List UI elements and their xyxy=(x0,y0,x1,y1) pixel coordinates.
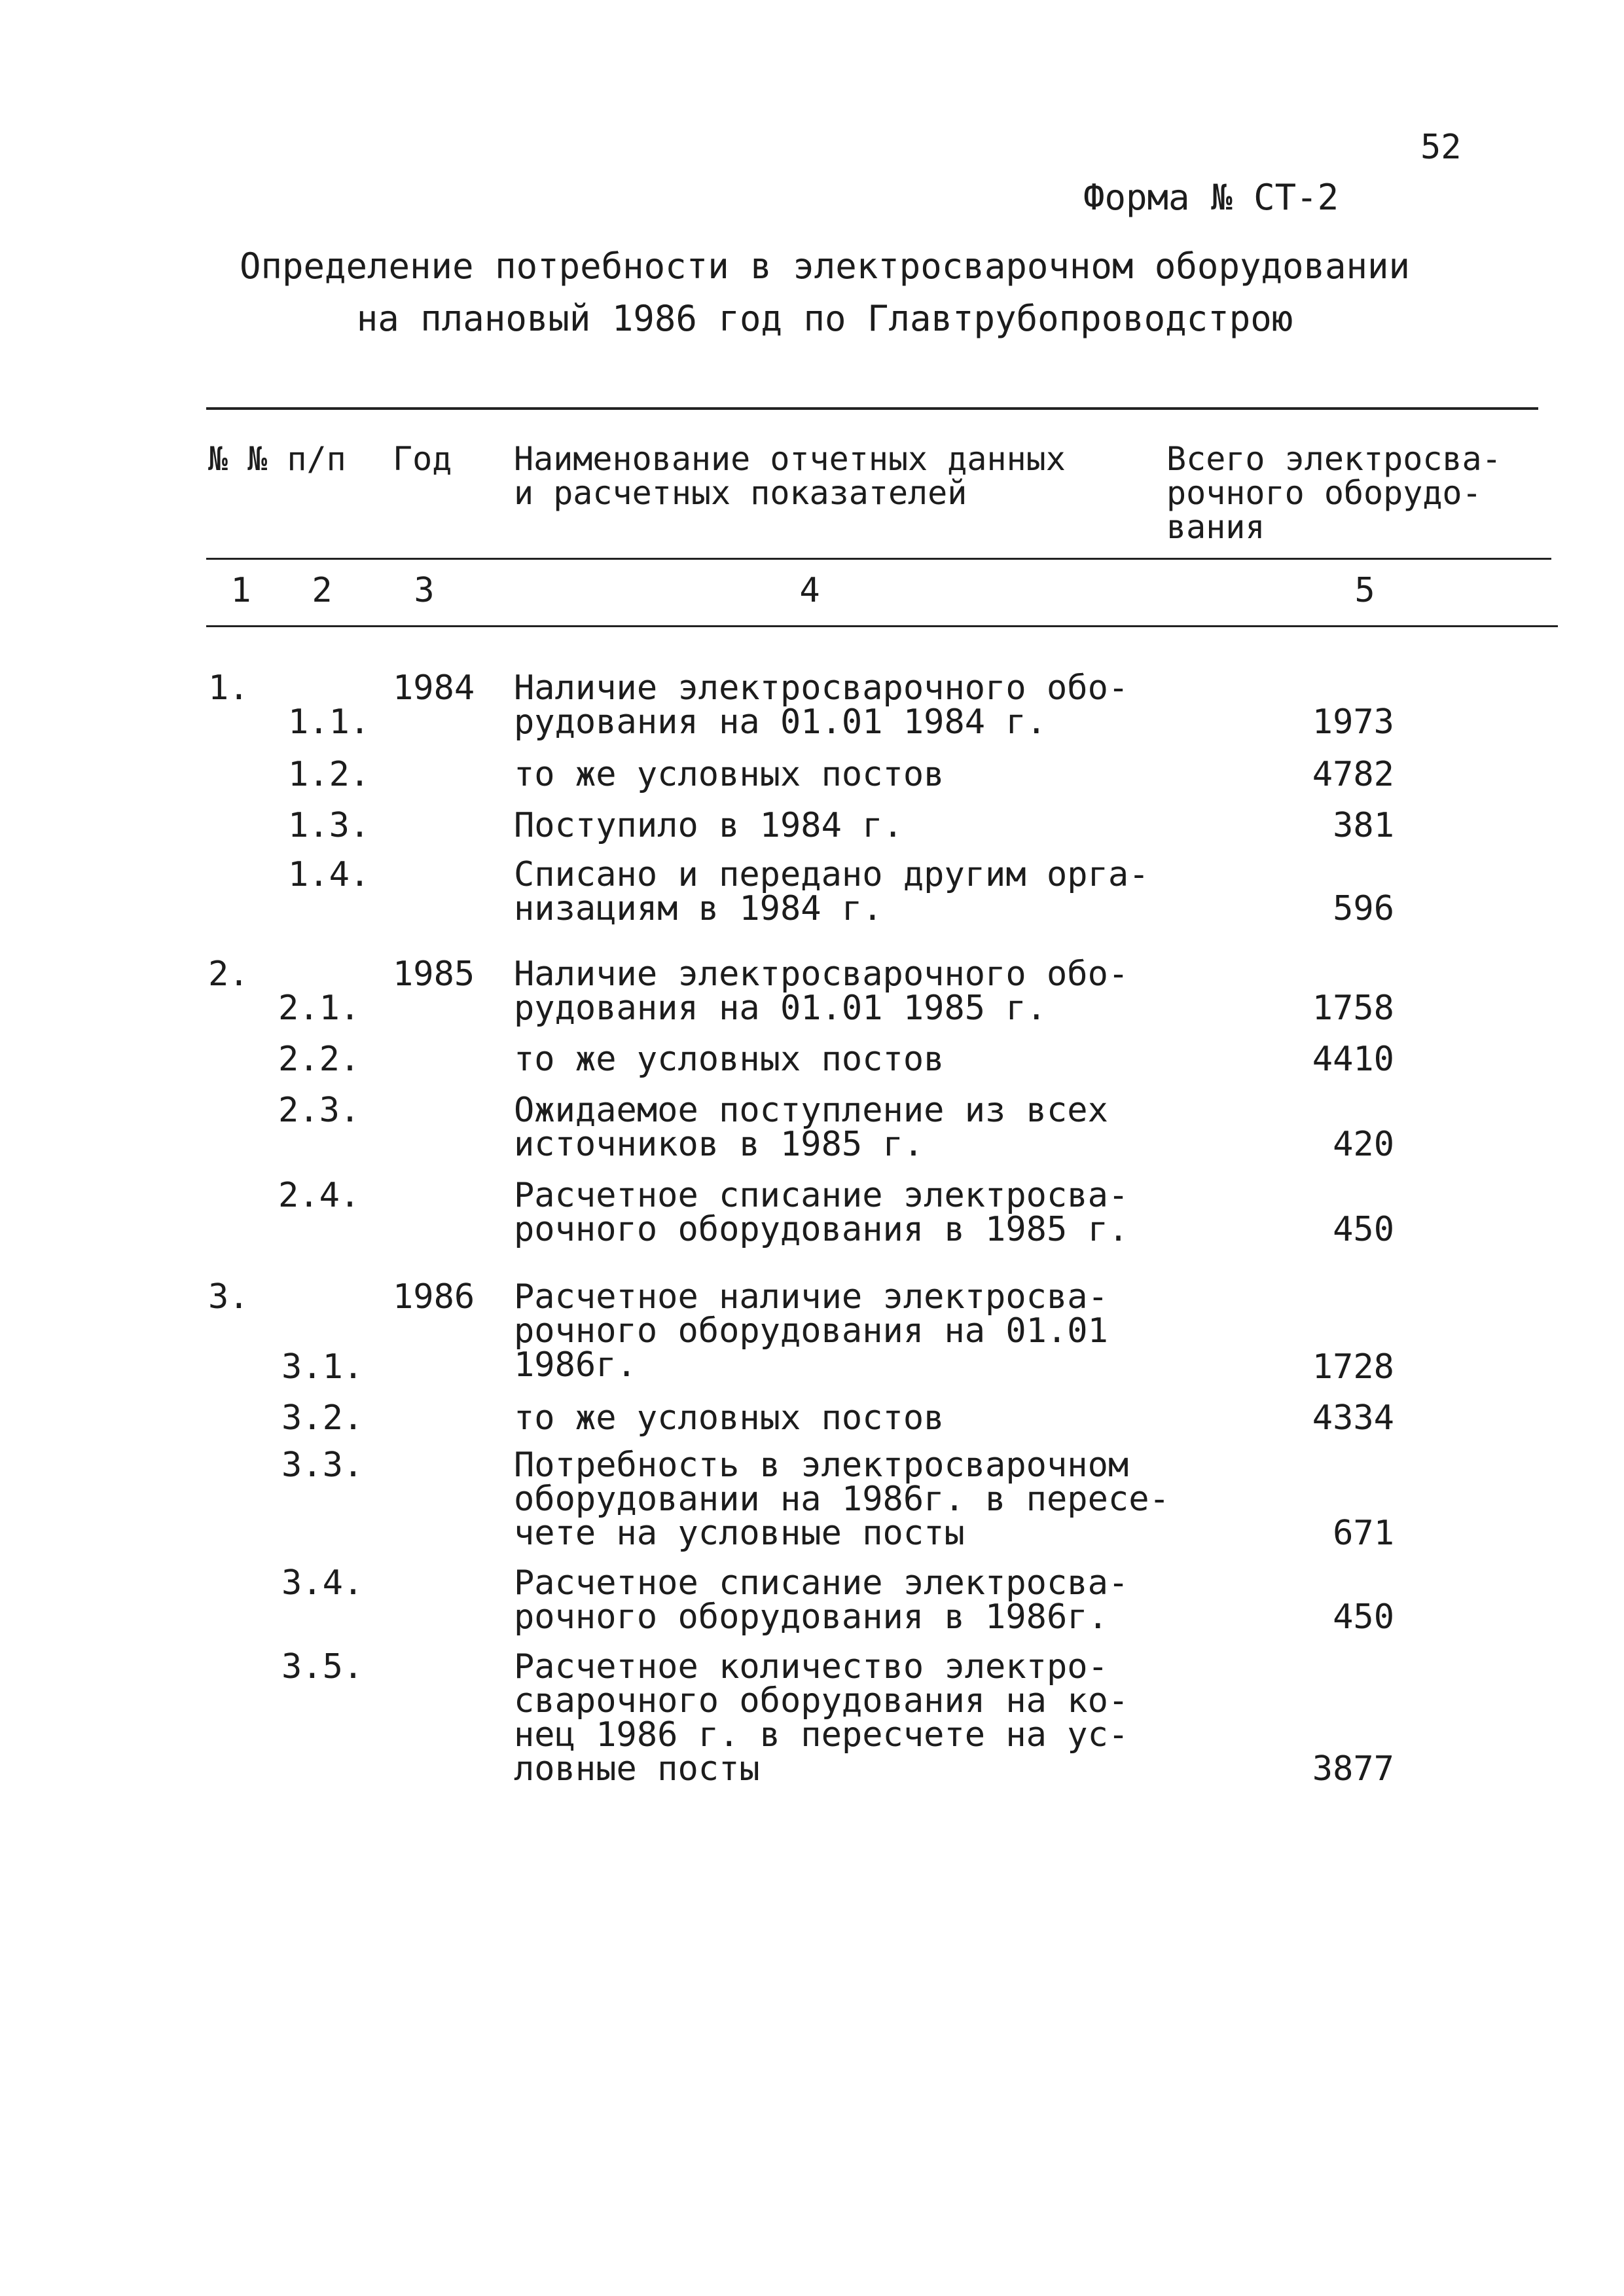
row-description: низациям в 1984 г. xyxy=(514,889,883,928)
column-numbers-rule xyxy=(206,625,1558,627)
row-number: 2.4. xyxy=(278,1176,361,1215)
column-number-5: 5 xyxy=(1354,571,1375,610)
row-value: 4334 xyxy=(1312,1398,1394,1438)
row-value: 381 xyxy=(1333,806,1394,845)
row-description: сварочного оборудования на ко- xyxy=(514,1681,1129,1721)
row-number: 3.5. xyxy=(281,1647,364,1686)
row-description: Ожидаемое поступление из всех xyxy=(514,1091,1108,1130)
row-value: 420 xyxy=(1333,1125,1394,1164)
row-number: 2.2. xyxy=(278,1040,361,1079)
row-value: 1758 xyxy=(1312,989,1394,1028)
header-year: Год xyxy=(393,440,452,478)
row-number: 3.3. xyxy=(281,1446,364,1485)
row-value: 4782 xyxy=(1312,755,1394,794)
row-description: оборудовании на 1986г. в пересе- xyxy=(514,1480,1170,1519)
section-year: 1985 xyxy=(393,955,475,994)
row-number: 1.4. xyxy=(288,855,370,894)
document-title-line-1: Определение потребности в электросварочном оборудовании xyxy=(239,246,1411,287)
section-number: 2. xyxy=(208,955,249,994)
row-description: Потребность в электросварочном xyxy=(514,1446,1129,1485)
document-title-line-2: на плановый 1986 год по Главтрубопроводстрою xyxy=(356,298,1293,339)
row-description: то же условных постов xyxy=(514,1040,945,1079)
row-value: 671 xyxy=(1333,1514,1394,1553)
row-description: Расчетное наличие электросва- xyxy=(514,1277,1108,1317)
row-description: рочного оборудования на 01.01 xyxy=(514,1311,1108,1351)
row-description: чете на условные посты xyxy=(514,1514,965,1553)
row-description: рочного оборудования в 1986г. xyxy=(514,1597,1108,1637)
row-value: 450 xyxy=(1333,1597,1394,1637)
row-description: то же условных постов xyxy=(514,1398,945,1438)
column-number-4: 4 xyxy=(799,571,820,610)
row-value: 1973 xyxy=(1312,702,1394,742)
row-number: 3.1. xyxy=(281,1347,364,1387)
row-description: то же условных постов xyxy=(514,755,945,794)
header-number: № № п/п xyxy=(208,440,346,478)
header-total-line-3: вания xyxy=(1166,508,1265,546)
section-number: 1. xyxy=(208,668,249,708)
row-description: Расчетное количество электро- xyxy=(514,1647,1108,1686)
row-description: ловные посты xyxy=(514,1749,760,1789)
row-description: Расчетное списание электросва- xyxy=(514,1176,1129,1215)
column-number-3: 3 xyxy=(414,571,435,610)
header-total-line-2: рочного оборудо- xyxy=(1166,474,1482,512)
section-year: 1986 xyxy=(393,1277,475,1317)
row-description: рудования на 01.01 1985 г. xyxy=(514,989,1047,1028)
row-number: 2.1. xyxy=(278,989,361,1028)
row-number: 3.2. xyxy=(281,1398,364,1438)
row-number: 1.1. xyxy=(288,702,370,742)
row-number: 1.2. xyxy=(288,755,370,794)
row-description: нец 1986 г. в пересчете на ус- xyxy=(514,1715,1129,1755)
row-description: источников в 1985 г. xyxy=(514,1125,924,1164)
row-description: Списано и передано другим орга- xyxy=(514,855,1149,894)
page-number: 52 xyxy=(1420,128,1462,167)
header-name-line-2: и расчетных показателей xyxy=(514,474,967,512)
row-value: 3877 xyxy=(1312,1749,1394,1789)
column-number-2: 2 xyxy=(312,571,333,610)
row-description: Поступило в 1984 г. xyxy=(514,806,903,845)
row-description: Наличие электросварочного обо- xyxy=(514,668,1129,708)
row-number: 1.3. xyxy=(288,806,370,845)
row-number: 2.3. xyxy=(278,1091,361,1130)
header-name-line-1: Наименование отчетных данных xyxy=(514,440,1066,478)
form-label: Форма № СТ-2 xyxy=(1083,177,1339,218)
row-value: 596 xyxy=(1333,889,1394,928)
row-description: Расчетное списание электросва- xyxy=(514,1563,1129,1603)
row-value: 1728 xyxy=(1312,1347,1394,1387)
row-value: 4410 xyxy=(1312,1040,1394,1079)
row-description: рудования на 01.01 1984 г. xyxy=(514,702,1047,742)
header-total-line-1: Всего электросва- xyxy=(1166,440,1502,478)
row-description: Наличие электросварочного обо- xyxy=(514,955,1129,994)
section-number: 3. xyxy=(208,1277,249,1317)
header-rule xyxy=(206,558,1551,560)
row-value: 450 xyxy=(1333,1210,1394,1249)
section-year: 1984 xyxy=(393,668,475,708)
row-description: 1986г. xyxy=(514,1345,637,1385)
table-top-rule xyxy=(206,407,1538,410)
column-number-1: 1 xyxy=(230,571,251,610)
row-description: рочного оборудования в 1985 г. xyxy=(514,1210,1129,1249)
row-number: 3.4. xyxy=(281,1563,364,1603)
